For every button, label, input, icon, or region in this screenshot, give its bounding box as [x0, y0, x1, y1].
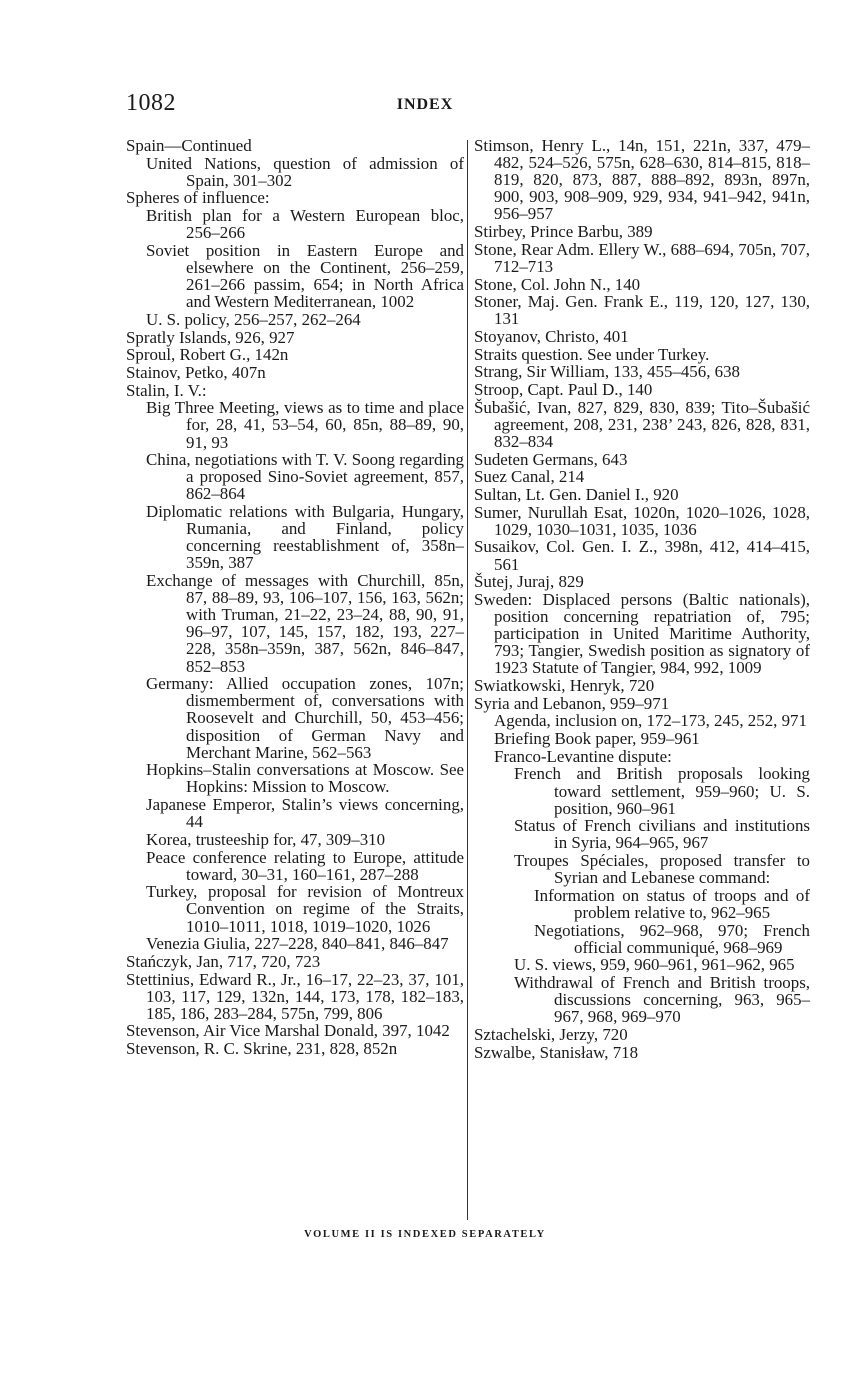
- index-subsubentry: Status of French civilians and institutions in Syria, 964–965, 967: [514, 816, 810, 853]
- index-entry: Stimson, Henry L., 14n, 151, 221n, 337, 479–482, 524–526, 575n, 628–630, 814–815, 818–819, 820, 873, 887, 888–892, 893n, 897n, 900, 903, 908–909, 929, 934, 941–942, 941n, 956–957: [474, 136, 810, 224]
- index-entry: Spheres of influence:: [126, 188, 270, 208]
- index-entry: Stoyanov, Christo, 401: [474, 327, 629, 346]
- index-subentry: Korea, trusteeship for, 47, 309–310: [146, 829, 386, 849]
- index-entry: Straits question. See under Turkey.: [474, 344, 710, 364]
- index-entry: Suez Canal, 214: [474, 467, 585, 487]
- index-subentry: Diplomatic relations with Bulgaria, Hungary, Rumania, and Finland, policy concerning reestablishment of, 358n–359n, 387: [146, 502, 464, 573]
- index-subentry: Germany: Allied occupation zones, 107n; dismemberment of, conversations with Roosevelt and Churchill, 50, 453–456; disposition of German Navy and Merchant Marine, 562–563: [146, 674, 464, 762]
- index-column-left: [126, 137, 464, 1058]
- page-number: 1082: [126, 90, 176, 116]
- index-entry: Sweden: Displaced persons (Baltic nationals), position concerning repatriation of, 795; participation in United Maritime Authority, 793; Tangier, Swedish position as signatory of 1923 Statute of Tangier, 984, 992, 1009: [474, 589, 810, 678]
- index-subentry: Peace conference relating to Europe, attitude toward, 30–31, 160–161, 287–288: [146, 847, 464, 884]
- index-entry: Sumer, Nurullah Esat, 1020n, 1020–1026, 1028, 1029, 1030–1031, 1035, 1036: [474, 502, 810, 539]
- index-entry: Stoner, Maj. Gen. Frank E., 119, 120, 127, 130, 131: [474, 292, 810, 329]
- index-subentry: United Nations, question of admission of Spain, 301–302: [146, 153, 464, 190]
- index-subentry: Hopkins–Stalin conversations at Moscow. See Hopkins: Mission to Moscow.: [146, 760, 464, 797]
- index-entry: Stevenson, Air Vice Marshal Donald, 397, 1042: [126, 1021, 450, 1041]
- index-entry: Sudeten Germans, 643: [474, 449, 628, 469]
- index-subsubentry: Withdrawal of French and British troops, discussions concerning, 963, 965–967, 968, 969–970: [514, 973, 810, 1027]
- index-entry: Susaikov, Col. Gen. I. Z., 398n, 412, 414–415, 561: [474, 537, 810, 574]
- footer-note: VOLUME II IS INDEXED SEPARATELY: [304, 1229, 546, 1240]
- index-subentry: Agenda, inclusion on, 172–173, 245, 252, 971: [494, 711, 807, 731]
- index-subentry: U. S. policy, 256–257, 262–264: [146, 309, 361, 329]
- index-subentry: China, negotiations with T. V. Soong regarding a proposed Sino-Soviet agreement, 857, 862–864: [146, 450, 464, 504]
- index-subentry: Franco-Levantine dispute:: [494, 746, 672, 766]
- index-subsubentry: French and British proposals looking toward settlement, 959–960; U. S. position, 960–961: [514, 764, 810, 818]
- index-entry: Stirbey, Prince Barbu, 389: [474, 222, 653, 242]
- index-entry: Šubašić, Ivan, 827, 829, 830, 839; Tito–Šubašić agreement, 208, 231, 238’ 243, 826, 828, 831, 832–834: [474, 397, 810, 451]
- index-entry: Stettinius, Edward R., Jr., 16–17, 22–23, 37, 101, 103, 117, 129, 132n, 144, 173, 178, 182–183, 185, 186, 283–284, 575n, 799, 806: [126, 969, 464, 1023]
- index-entry: Stevenson, R. C. Skrine, 231, 828, 852n: [126, 1039, 398, 1059]
- index-subentry: Big Three Meeting, views as to time and place for, 28, 41, 53–54, 60, 85n, 88–89, 90, 91, 93: [146, 398, 464, 452]
- index-entry: Stainov, Petko, 407n: [126, 362, 266, 382]
- index-subentry: Venezia Giulia, 227–228, 840–841, 846–847: [146, 934, 449, 954]
- index-entry: Spratly Islands, 926, 927: [126, 327, 295, 347]
- index-entry: Sztachelski, Jerzy, 720: [474, 1025, 628, 1044]
- index-entry: Syria and Lebanon, 959–971: [474, 693, 670, 713]
- index-entry: Stroop, Capt. Paul D., 140: [474, 380, 653, 400]
- index-entry: Szwalbe, Stanisław, 718: [474, 1042, 639, 1062]
- index-subentry: Turkey, proposal for revision of Montreux Convention on regime of the Straits, 1010–1011, 1018, 1019–1020, 1026: [146, 882, 464, 936]
- index-subsubentry: U. S. views, 959, 960–961, 961–962, 965: [514, 955, 795, 975]
- index-subsubsubentry: Information on status of troops and of problem relative to, 962–965: [534, 885, 810, 922]
- index-subentry: Briefing Book paper, 959–961: [494, 729, 700, 749]
- column-divider: [467, 140, 468, 1220]
- index-subentry: Japanese Emperor, Stalin’s views concerning, 44: [146, 795, 464, 832]
- index-entry: Šutej, Juraj, 829: [474, 572, 584, 592]
- index-entry: Stone, Rear Adm. Ellery W., 688–694, 705n, 707, 712–713: [474, 239, 810, 276]
- index-entry: Strang, Sir William, 133, 455–456, 638: [474, 362, 740, 382]
- index-subentry: Exchange of messages with Churchill, 85n, 87, 88–89, 93, 106–107, 156, 163, 562n; with Truman, 21–22, 23–24, 88, 90, 91, 96–97, 107, 145, 157, 182, 193, 227–228, 358n–359n, 387, 562n, 846–847, 852–853: [146, 571, 464, 676]
- index-subentry: Soviet position in Eastern Europe and elsewhere on the Continent, 256–259, 261–266 passim, 654; in North Africa and Western Mediterranean, 1002: [146, 240, 464, 312]
- index-subsubsubentry: Negotiations, 962–968, 970; French official communiqué, 968–969: [534, 920, 810, 957]
- index-entry: Stalin, I. V.:: [126, 380, 207, 400]
- index-entry: Swiatkowski, Henryk, 720: [474, 676, 655, 695]
- index-entry: Sultan, Lt. Gen. Daniel I., 920: [474, 485, 679, 504]
- running-title: INDEX: [396, 96, 454, 113]
- index-subentry: British plan for a Western European bloc, 256–266: [146, 206, 464, 243]
- index-entry: Stone, Col. John N., 140: [474, 274, 641, 294]
- index-column-right: [474, 137, 810, 1061]
- index-entry: Stańczyk, Jan, 717, 720, 723: [126, 951, 321, 971]
- index-entry: Sproul, Robert G., 142n: [126, 345, 289, 365]
- index-entry: Spain—Continued: [126, 136, 252, 155]
- index-subsubentry: Troupes Spéciales, proposed transfer to Syrian and Lebanese command:: [514, 851, 810, 888]
- page-header: [0, 90, 850, 120]
